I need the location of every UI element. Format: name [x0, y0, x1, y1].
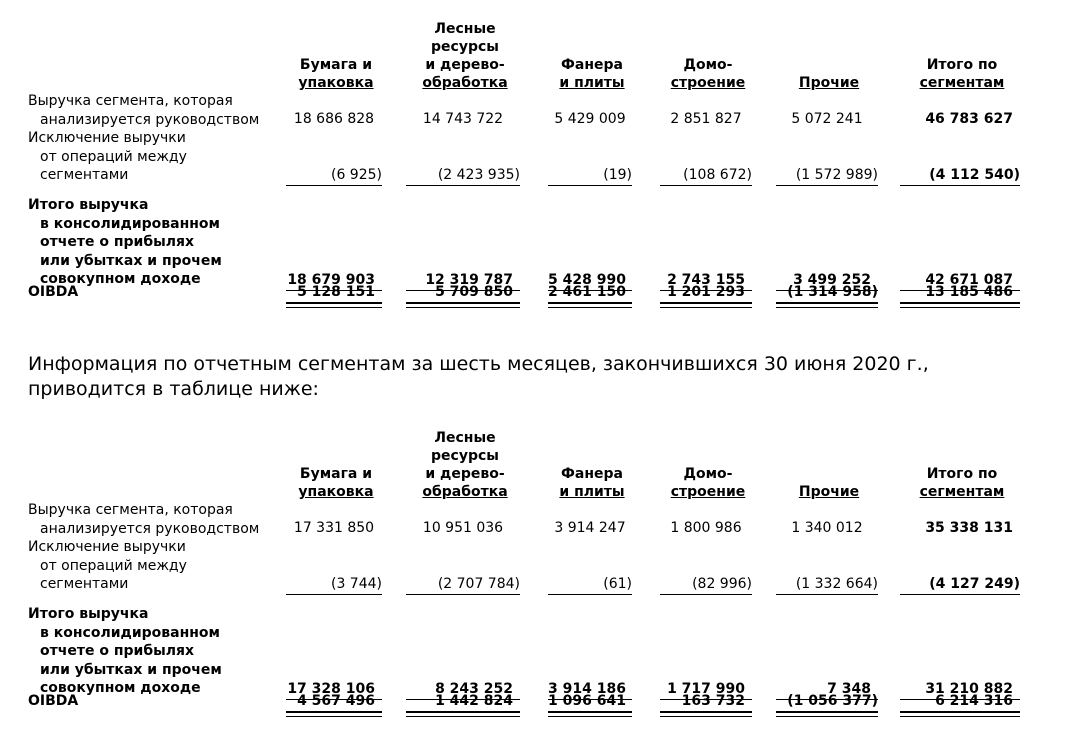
label-line: отчете о прибылях: [40, 234, 195, 250]
cell-elim: (6 925): [286, 166, 382, 186]
column-header: [548, 14, 636, 92]
column-header: [406, 423, 524, 501]
cell-oibda: 4 567 496: [286, 692, 382, 712]
column-header-line: Прочие: [798, 484, 860, 500]
column-header-line: Лесные: [434, 430, 496, 446]
row-label-oibda: OIBDA: [28, 693, 79, 709]
label-line: в консолидированном: [40, 215, 220, 232]
column-header-line: Бумага и: [299, 466, 373, 482]
cell-total: 3 914 186: [548, 680, 632, 700]
column-header-line: упаковка: [298, 484, 374, 500]
cell-total: 7 348: [776, 680, 878, 700]
column-header: [900, 14, 1024, 92]
double-rule: [900, 303, 1020, 308]
column-header-line: Итого по: [926, 466, 998, 482]
row-label-oibda: OIBDA: [28, 284, 79, 300]
double-rule: [776, 303, 878, 308]
cell-revenue: 3 914 247: [554, 520, 626, 536]
label-line: сегментами: [40, 576, 129, 592]
double-rule: [900, 712, 1020, 717]
cell-revenue: 5 429 009: [554, 111, 626, 127]
column-header: [406, 14, 524, 92]
label-line: от операций между: [40, 557, 187, 574]
column-header-line: Домо-: [683, 57, 733, 73]
column-header-line: упаковка: [298, 75, 374, 91]
label-line: отчете о прибылях: [40, 643, 195, 659]
column-header-line: Прочие: [798, 75, 860, 91]
label-line: анализируется руководством: [40, 111, 260, 128]
column-header-line: строение: [670, 484, 746, 500]
cell-elim: (108 672): [660, 166, 752, 186]
row-label-revenue: [28, 92, 259, 129]
cell-total: 1 717 990: [660, 680, 752, 700]
column-header-line: и дерево-: [425, 57, 505, 73]
column-header-line: сегментам: [919, 484, 1005, 500]
label-line: Итого выручка: [28, 606, 149, 622]
label-line: или убытках и прочем: [40, 661, 222, 678]
cell-revenue: 46 783 627: [925, 111, 1013, 127]
column-header: [286, 14, 386, 92]
double-rule: [548, 303, 632, 308]
label-line: в консолидированном: [40, 624, 220, 641]
label-line: от операций между: [40, 148, 187, 165]
cell-revenue: 14 743 722: [422, 111, 504, 127]
double-rule: [286, 712, 382, 717]
cell-revenue: 35 338 131: [925, 520, 1013, 536]
label-line: анализируется руководством: [40, 520, 260, 537]
cell-elim: (4 112 540): [900, 166, 1020, 186]
cell-total: 31 210 882: [900, 680, 1020, 700]
column-header-line: Бумага и: [299, 57, 373, 73]
cell-total: 3 499 252: [776, 271, 878, 291]
cell-elim: (82 996): [660, 575, 752, 595]
column-header-line: обработка: [422, 484, 508, 500]
double-rule: [776, 712, 878, 717]
cell-revenue: 1 800 986: [670, 520, 742, 536]
column-header-line: Фанера: [561, 466, 623, 482]
cell-revenue: 5 072 241: [791, 111, 863, 127]
heading-line-2: приводится в таблице ниже:: [28, 378, 319, 400]
row-label-total: [28, 196, 222, 289]
cell-total: 2 743 155: [660, 271, 752, 291]
column-header: [776, 423, 882, 501]
column-header-line: Фанера: [561, 57, 623, 73]
column-header-line: обработка: [422, 75, 508, 91]
double-rule: [660, 712, 752, 717]
column-header: [286, 423, 386, 501]
label-line: Исключение выручки: [28, 130, 186, 146]
cell-elim: (19): [548, 166, 632, 186]
cell-total: 18 679 903: [286, 271, 382, 291]
cell-elim: (2 707 784): [406, 575, 520, 595]
column-header-line: ресурсы: [431, 39, 499, 55]
column-header-line: строение: [670, 75, 746, 91]
cell-total: 12 319 787: [406, 271, 520, 291]
double-rule: [660, 303, 752, 308]
column-header-line: сегментам: [919, 75, 1005, 91]
label-line: совокупном доходе: [40, 680, 201, 696]
double-rule: [406, 712, 520, 717]
cell-oibda: 13 185 486: [900, 283, 1020, 303]
cell-oibda: (1 314 958): [776, 283, 878, 303]
cell-oibda: 6 214 316: [900, 692, 1020, 712]
label-line: сегментами: [40, 167, 129, 183]
column-header-line: Итого по: [926, 57, 998, 73]
column-header: [660, 14, 756, 92]
cell-oibda: 1 096 641: [548, 692, 632, 712]
section-heading: [28, 352, 1068, 402]
cell-revenue: 1 340 012: [791, 520, 863, 536]
cell-oibda: 5 128 151: [286, 283, 382, 303]
cell-oibda: (1 056 377): [776, 692, 878, 712]
cell-oibda: 163 732: [660, 692, 752, 712]
cell-total: 8 243 252: [406, 680, 520, 700]
column-header-line: и дерево-: [425, 466, 505, 482]
cell-oibda: 1 201 293: [660, 283, 752, 303]
row-label-elimination: [28, 129, 187, 185]
cell-revenue: 17 331 850: [293, 520, 375, 536]
label-line: Выручка сегмента, которая: [28, 93, 233, 109]
heading-line-1: Информация по отчетным сегментам за шесть месяцев, закончившихся 30 июня 2020 г.,: [28, 353, 929, 375]
column-header-line: и плиты: [559, 75, 625, 91]
double-rule: [548, 712, 632, 717]
label-line: совокупном доходе: [40, 271, 201, 287]
cell-oibda: 1 442 824: [406, 692, 520, 712]
column-header: [660, 423, 756, 501]
column-header-line: и плиты: [559, 484, 625, 500]
cell-elim: (1 572 989): [776, 166, 878, 186]
label-line: Исключение выручки: [28, 539, 186, 555]
cell-oibda: 5 709 850: [406, 283, 520, 303]
row-label-elimination: [28, 538, 187, 594]
row-label-total: [28, 605, 222, 698]
label-line: Итого выручка: [28, 197, 149, 213]
cell-revenue: 18 686 828: [293, 111, 375, 127]
row-label-revenue: [28, 501, 259, 538]
cell-elim: (61): [548, 575, 632, 595]
cell-oibda: 2 461 150: [548, 283, 632, 303]
cell-total: 42 671 087: [900, 271, 1020, 291]
cell-elim: (2 423 935): [406, 166, 520, 186]
column-header-line: Лесные: [434, 21, 496, 37]
cell-elim: (4 127 249): [900, 575, 1020, 595]
column-header-line: Домо-: [683, 466, 733, 482]
column-header-line: ресурсы: [431, 448, 499, 464]
column-header: [776, 14, 882, 92]
label-line: Выручка сегмента, которая: [28, 502, 233, 518]
cell-total: 5 428 990: [548, 271, 632, 291]
column-header: [900, 423, 1024, 501]
cell-elim: (1 332 664): [776, 575, 878, 595]
double-rule: [286, 303, 382, 308]
label-line: или убытках и прочем: [40, 252, 222, 269]
double-rule: [406, 303, 520, 308]
cell-revenue: 10 951 036: [422, 520, 504, 536]
cell-total: 17 328 106: [286, 680, 382, 700]
column-header: [548, 423, 636, 501]
cell-elim: (3 744): [286, 575, 382, 595]
cell-revenue: 2 851 827: [670, 111, 742, 127]
